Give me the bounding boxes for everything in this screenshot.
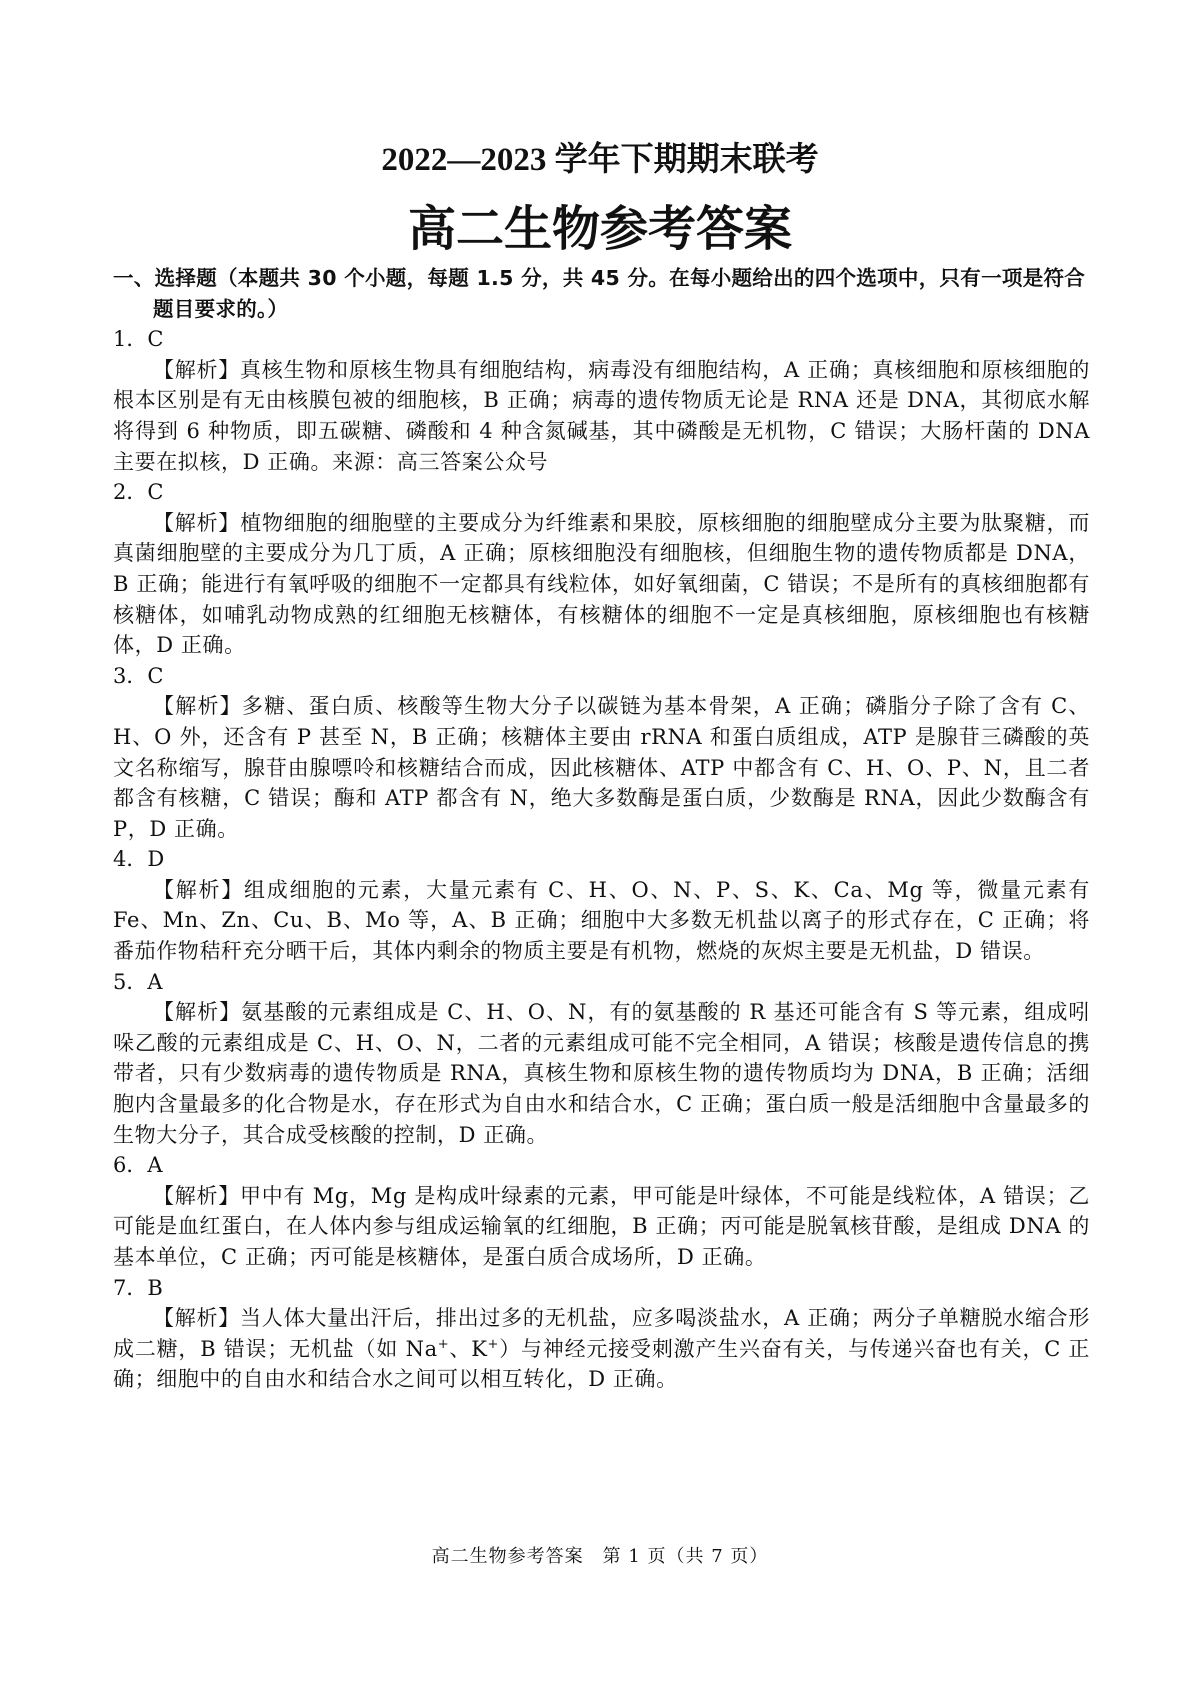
explanation-text: 植物细胞的细胞壁的主要成分为纤维素和果胶，原核细胞的细胞壁成分主要为肽聚糖，而真菌细胞壁的主要成分为几丁质，A 正确；原核细胞没有细胞核，但细胞生物的遗传物质都是 DNA，B 正确；能进行有氧呼吸的细胞不一定都具有线粒体，如好氧细菌，C 错误；不是所有的真核细胞都有核糖体，如哺乳动物成熟的红细胞无核糖体，有核糖体的细胞不一定是真核细胞，原核细胞也有核糖体，D 正确。 [113,510,1090,658]
section-heading: 一、选择题（本题共 30 个小题，每题 1.5 分，共 45 分。在每小题给出的四个选项中，只有一项是符合题目要求的。） [113,266,1086,321]
question-number: 7．B [113,1275,163,1300]
question-item [113,477,1090,661]
question-item [113,661,1090,845]
question-number: 6．A [113,1153,163,1178]
page-footer: 高二生物参考答案 第 1 页（共 7 页） [431,1546,769,1567]
question-number: 3．C [113,663,164,688]
superscript-plus: + [437,1336,450,1352]
question-explanation [113,997,1090,1150]
explanation-text: 、K [449,1336,488,1361]
explanation-tag: 【解析】 [153,510,241,535]
explanation-text: 氨基酸的元素组成是 C、H、O、N，有的氨基酸的 R 基还可能含有 S 等元素，组成吲哚乙酸的元素组成是 C、H、O、N，二者的元素组成可能不完全相同，A 错误；核酸是遗传信息的携带者，只有少数病毒的遗传物质是 RNA，真核生物和原核生物的遗传物质均为 DNA，B 正确；活细胞内含量最多的化合物是水，存在形式为自由水和结合水，C 正确；蛋白质一般是活细胞中含量最多的生物大分子，其合成受核酸的控制，D 正确。 [113,1000,1090,1147]
explanation-text: 真核生物和原核生物具有细胞结构，病毒没有细胞结构，A 正确；真核细胞和原核细胞的根本区别是有无由核膜包被的细胞核，B 正确；病毒的遗传物质无论是 RNA 还是 DNA，其彻底水解将得到 6 种物质，即五碳糖、磷酸和 4 种含氮碱基，其中磷酸是无机物，C 错误；大肠杆菌的 DNA 主要在拟核，D 正确。来源：高三答案公众号 [113,357,1090,474]
question-number: 4．D [113,847,165,872]
exam-title: 2022—2023 学年下期期末联考 [381,142,819,178]
question-explanation [113,355,1090,477]
explanation-text: 组成细胞的元素，大量元素有 C、H、O、N、P、S、K、Ca、Mg 等，微量元素有 Fe、Mn、Zn、Cu、B、Mo 等，A、B 正确；细胞中大多数无机盐以离子的形式存在，C 正确；将番茄作物秸秆充分晒干后，其体内剩余的物质主要是有机物，燃烧的灰烬主要是无机盐，D 错误。 [113,877,1090,964]
explanation-text: 多糖、蛋白质、核酸等生物大分子以碳链为基本骨架，A 正确；磷脂分子除了含有 C、H、O 外，还含有 P 甚至 N，B 正确；核糖体主要由 rRNA 和蛋白质组成，ATP 是腺苷三磷酸的英文名称缩写，腺苷由腺嘌呤和核糖结合而成，因此核糖体、ATP 中都含有 C、H、O、P、N，且二者都含有核糖，C 错误；酶和 ATP 都含有 N，绝大多数酶是蛋白质，少数酶是 RNA，因此少数酶含有 P，D 正确。 [113,694,1090,841]
answer-content [113,263,1090,1395]
question-explanation [113,875,1090,967]
explanation-tag: 【解析】 [153,877,244,902]
question-explanation [113,1181,1090,1273]
question-item [113,324,1090,477]
question-number: 5．A [113,969,163,994]
question-item [113,844,1090,966]
superscript-plus: + [487,1336,499,1352]
explanation-tag: 【解析】 [153,1306,241,1331]
question-number: 2．C [113,480,164,505]
explanation-tag: 【解析】 [153,1183,241,1208]
question-item [113,1150,1090,1272]
explanation-text: ）与神经元接受刺激产生兴奋有关，与传递兴奋也有关，C 正确；细胞中的自由水和结合水之间可以相互转化，D 正确。 [113,1336,1090,1392]
explanation-tag: 【解析】 [153,1000,242,1025]
explanation-tag: 【解析】 [153,694,242,719]
question-number: 1．C [113,327,164,352]
explanation-tag: 【解析】 [153,357,241,382]
explanation-text: 当人体大量出汗后，排出过多的无机盐，应多喝淡盐水，A 正确；两分子单糖脱水缩合形成二糖，B 错误；无机盐（如 Na [113,1306,1090,1361]
question-explanation [113,691,1090,844]
question-item [113,1273,1090,1395]
question-explanation [113,1303,1090,1395]
explanation-text: 甲中有 Mg，Mg 是构成叶绿素的元素，甲可能是叶绿体，不可能是线粒体，A 错误；乙可能是血红蛋白，在人体内参与组成运输氧的红细胞，B 正确；丙可能是脱氧核苷酸，是组成 DNA 的基本单位，C 正确；丙可能是核糖体，是蛋白质合成场所，D 正确。 [113,1183,1090,1269]
question-explanation [113,508,1090,661]
document-title: 高二生物参考答案 [407,201,792,257]
question-item [113,967,1090,1151]
